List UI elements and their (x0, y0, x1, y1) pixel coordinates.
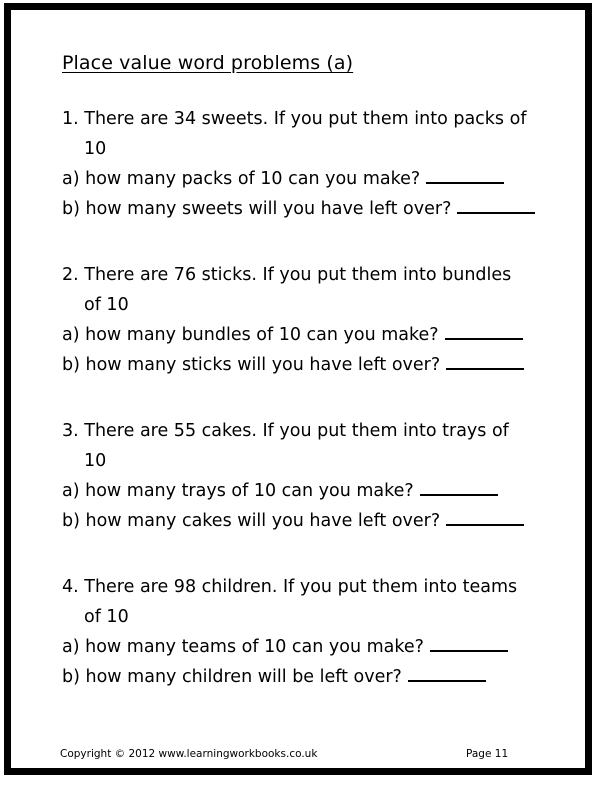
problem-part-a (0, 164, 600, 194)
problem-part-a-text: a) how many packs of 10 can you make? (62, 169, 421, 189)
answer-blank-a[interactable] (426, 168, 504, 184)
answer-blank-b[interactable] (457, 198, 535, 214)
problem-stem-line-1: 2. There are 76 sticks. If you put them into bundles (62, 265, 512, 285)
problem-part-a-text: a) how many teams of 10 can you make? (62, 637, 424, 657)
problem-stem-line-2: 10 (84, 451, 107, 471)
answer-blank-a[interactable] (420, 480, 498, 496)
problem-part-b (0, 506, 600, 536)
problem-part-b-text: b) how many cakes will you have left over? (62, 511, 441, 531)
problem-part-b (0, 194, 600, 224)
problem-stem-line-2: of 10 (84, 607, 129, 627)
answer-blank-b[interactable] (408, 666, 486, 682)
problem-part-b-text: b) how many children will be left over? (62, 667, 402, 687)
answer-blank-a[interactable] (430, 636, 508, 652)
page-title: Place value word problems (a) (62, 52, 354, 74)
problem-item (0, 416, 600, 536)
problem-stem-line-1: 3. There are 55 cakes. If you put them into trays of (62, 421, 509, 441)
problem-part-a (0, 632, 600, 662)
footer-page-number: Page 11 (466, 748, 509, 760)
problem-stem-line-2: 10 (84, 139, 107, 159)
problem-part-b (0, 662, 600, 692)
problem-stem-line-2: of 10 (84, 295, 129, 315)
problem-item (0, 260, 600, 380)
problem-part-a (0, 320, 600, 350)
problem-item (0, 104, 600, 224)
problem-part-b (0, 350, 600, 380)
problem-part-a-text: a) how many bundles of 10 can you make? (62, 325, 439, 345)
problem-stem-line-1: 4. There are 98 children. If you put them into teams (62, 577, 518, 597)
problem-list (0, 104, 600, 728)
answer-blank-b[interactable] (446, 354, 524, 370)
answer-blank-b[interactable] (446, 510, 524, 526)
problem-stem-line-1: 1. There are 34 sweets. If you put them into packs of (62, 109, 527, 129)
problem-item (0, 572, 600, 692)
problem-part-b-text: b) how many sticks will you have left over? (62, 355, 441, 375)
footer-copyright: Copyright © 2012 www.learningworkbooks.co.uk (60, 748, 318, 760)
problem-part-b-text: b) how many sweets will you have left over? (62, 199, 452, 219)
answer-blank-a[interactable] (445, 324, 523, 340)
page-footer (0, 748, 600, 768)
problem-part-a-text: a) how many trays of 10 can you make? (62, 481, 414, 501)
problem-part-a (0, 476, 600, 506)
